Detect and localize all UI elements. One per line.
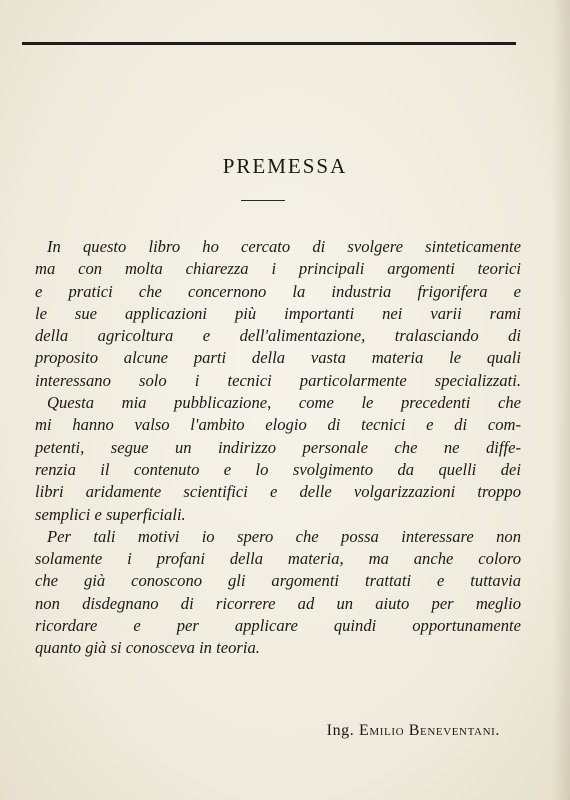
text-line: le sue applicazioni più importanti nei varii rami bbox=[35, 303, 521, 323]
text-line: Questa mia pubblicazione, come le precedenti che bbox=[47, 393, 521, 413]
author-signature bbox=[327, 722, 500, 740]
page-title: PREMESSA bbox=[222, 154, 348, 178]
text-line: non disdegnano di ricorrere ad un aiuto per meglio bbox=[35, 593, 521, 613]
signature-name: Emilio Beneventani. bbox=[359, 722, 500, 739]
text-line: interessano solo i tecnici particolarmente specializzati. bbox=[35, 370, 521, 390]
preface-body bbox=[35, 236, 521, 660]
signature-prefix: Ing. bbox=[326, 722, 355, 739]
text-line: In questo libro ho cercato di svolgere sinteticamente bbox=[47, 237, 521, 256]
top-rule bbox=[22, 42, 516, 45]
text-line: che già conoscono gli argomenti trattati e tuttavia bbox=[35, 571, 521, 591]
text-line: libri aridamente scientifici e delle volgarizzazioni troppo bbox=[35, 482, 521, 502]
text-line: renzia il contenuto e lo svolgimento da quelli dei bbox=[35, 459, 521, 479]
text-line: proposito alcune parti della vasta materia le quali bbox=[35, 348, 521, 368]
text-line: e pratici che concernono la industria frigorifera e bbox=[35, 281, 521, 301]
page-edge-shadow bbox=[552, 0, 570, 800]
title-underline bbox=[241, 200, 285, 201]
text-line: solamente i profani della materia, ma anche coloro bbox=[35, 549, 521, 569]
text-line: della agricoltura e dell'alimentazione, tralasciando di bbox=[35, 326, 521, 346]
text-line: ricordare e per applicare quindi opportunamente bbox=[35, 616, 521, 636]
text-line: Per tali motivi io spero che possa interessare non bbox=[47, 526, 521, 546]
text-line: mi hanno valso l'ambito elogio di tecnici e di com- bbox=[35, 415, 521, 435]
text-line: semplici e superficiali. bbox=[35, 504, 186, 524]
text-line: quanto già si conosceva in teoria. bbox=[35, 638, 260, 658]
text-line: ma con molta chiarezza i principali argomenti teorici bbox=[35, 259, 521, 279]
text-line: petenti, segue un indirizzo personale che ne diffe- bbox=[35, 437, 521, 457]
